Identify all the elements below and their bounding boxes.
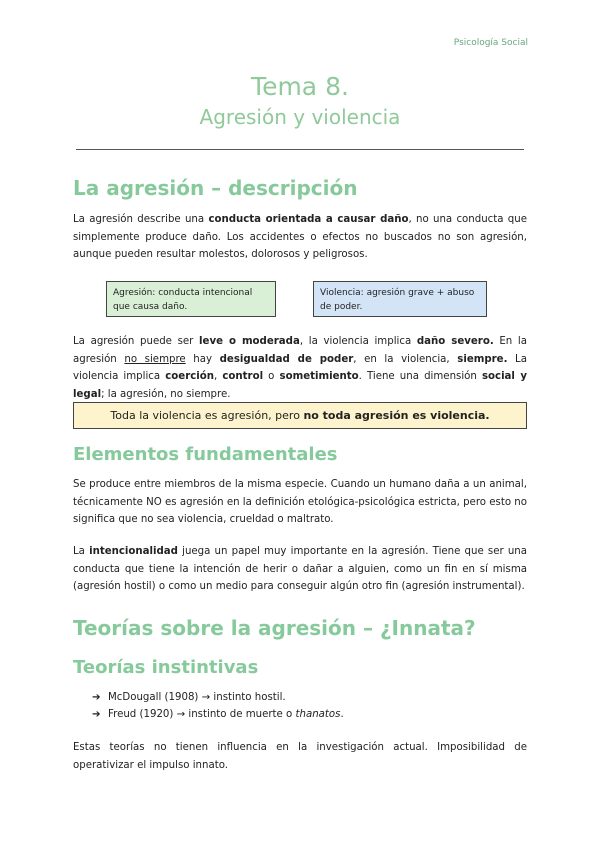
section-heading-elementos: Elementos fundamentales xyxy=(73,444,338,465)
definition-box-agresion: Agresión: conducta intencional que causa daño. xyxy=(106,281,276,317)
paragraph-agresion-definicion: La agresión describe una conducta orientada a causar daño, no una conducta que simplemente produce daño. Los accidentes o efectos no buscados no son agresión, aunque pueden resultar molestos, dolorosos y peligrosos. xyxy=(73,214,527,260)
section-heading-teorias: Teorías sobre la agresión – ¿Innata? xyxy=(73,616,476,640)
paragraph-misma-especie: Se produce entre miembros de la misma especie. Cuando un humano daña a un animal, técnicamente NO es agresión en la definición etológica-psicológica estricta, pero esto no significa que no sea violencia, crueldad o maltrato. xyxy=(73,479,527,525)
section-heading-agresion: La agresión – descripción xyxy=(73,176,358,200)
page-subtitle: Agresión y violencia xyxy=(199,105,401,129)
paragraph-intencionalidad: La intencionalidad juega un papel muy importante en la agresión. Tiene que ser una conducta que tiene la intención de herir o dañar a alguien, como un fin en sí misma (agresión hostil) o como un medio para conseguir algún otro fin (agresión instrumental). xyxy=(73,546,527,592)
paragraph-agresion-violencia: La agresión puede ser leve o moderada, la violencia implica daño severo. En la agresión no siempre hay desigualdad de poder, en la violencia, siempre. La violencia implica coerción, control o sometimiento. Tiene una dimensión social y legal; la agresión, no siempre. xyxy=(73,336,527,400)
arrow-right-icon: ➔ xyxy=(92,692,101,703)
subheading-teorias-instintivas: Teorías instintivas xyxy=(73,657,259,678)
callout-box: Toda la violencia es agresión, pero no toda agresión es violencia. xyxy=(73,402,527,429)
list-item: ➔ McDougall (1908) → instinto hostil. xyxy=(92,689,344,706)
arrow-right-icon: ➔ xyxy=(92,709,101,720)
paragraph-teorias-conclusion: Estas teorías no tienen influencia en la investigación actual. Imposibilidad de operativizar el impulso innato. xyxy=(73,742,527,771)
title-divider xyxy=(76,149,524,150)
list-item: ➔ Freud (1920) → instinto de muerte o thanatos. xyxy=(92,706,344,723)
header-label: Psicología Social xyxy=(453,38,528,48)
title-block xyxy=(0,72,600,129)
page-title: Tema 8. xyxy=(251,72,349,101)
theories-list xyxy=(92,689,344,723)
definition-box-violencia: Violencia: agresión grave + abuso de poder. xyxy=(313,281,487,317)
